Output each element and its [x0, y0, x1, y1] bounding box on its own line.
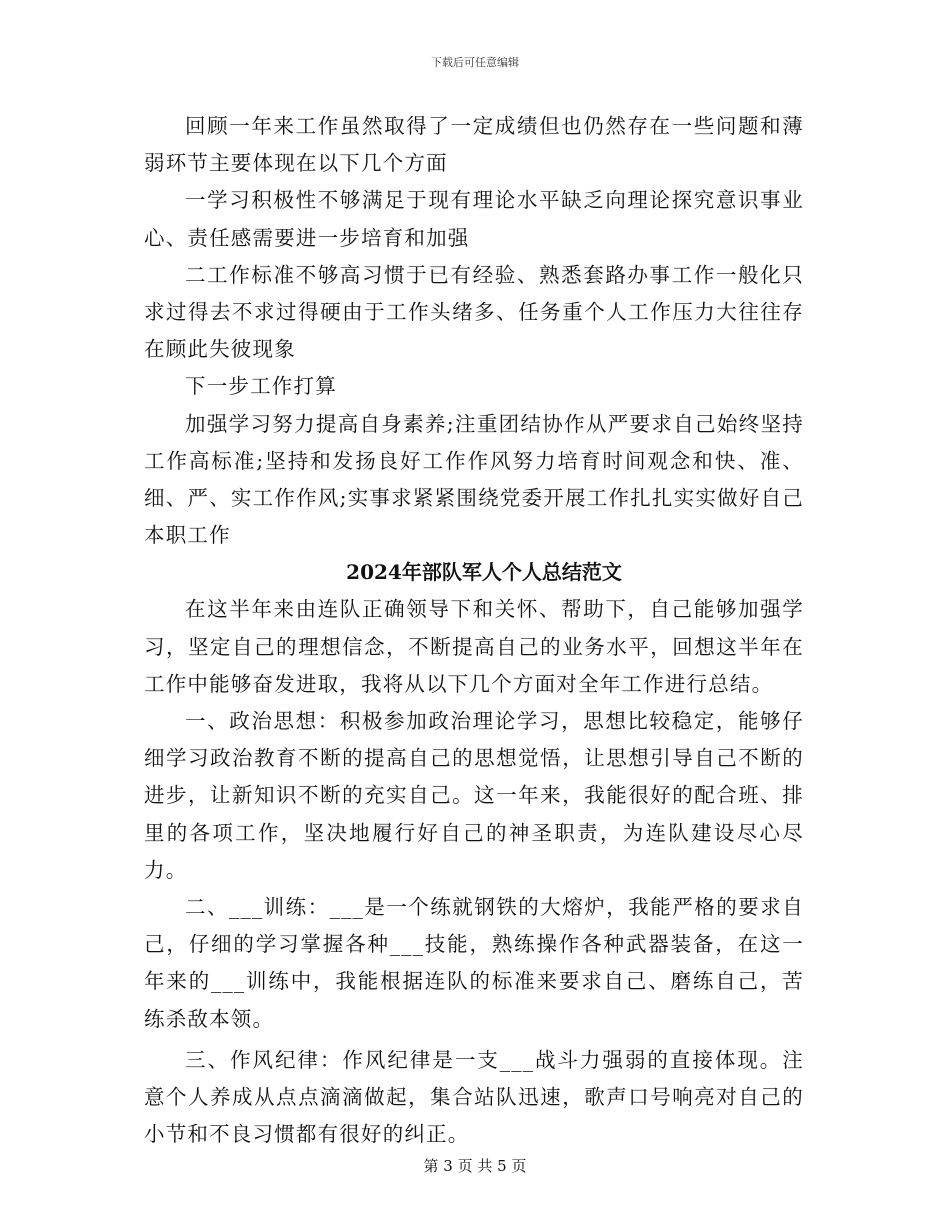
page-header-note: 下载后可任意编辑: [431, 56, 519, 69]
paragraph-issue-two: 二工作标准不够高习惯于已有经验、熟悉套路办事工作一般化只求过得去不求过得硬由于工作头绪多、任务重个人工作压力大往往存在顾此失彼现象: [144, 262, 804, 362]
paragraph-intro: 在这半年来由连队正确领导下和关怀、帮助下，自己能够加强学习，坚定自己的理想信念，不断提高自己的业务水平，回想这半年在工作中能够奋发进取，我将从以下几个方面对全年工作进行总结。: [144, 597, 804, 696]
page-number: 第 3 页 共 5 页: [423, 1157, 527, 1175]
paragraph-next-steps-heading: 下一步工作打算: [185, 374, 337, 399]
document-body: [144, 108, 804, 1153]
paragraph-training: 二、___训练：___是一个练就钢铁的大熔炉，我能严格的要求自己，仔细的学习掌握各种___技能，熟练操作各种武器装备，在这一年来的___训练中，我能根据连队的标准来要求自己、磨练自己，苦练杀敌本领。: [144, 895, 804, 1031]
paragraph-political-thought: 一、政治思想：积极参加政治理论学习，思想比较稳定，能够仔细学习政治教育不断的提高自己的思想觉悟，让思想引导自己不断的进步，让新知识不断的充实自己。这一年来，我能很好的配合班、排里的各项工作，坚决地履行好自己的神圣职责，为连队建设尽心尽力。: [144, 709, 804, 882]
section-title: 2024年部队军人个人总结范文: [346, 560, 622, 585]
paragraph-next-steps: 加强学习努力提高自身素养;注重团结协作从严要求自己始终坚持工作高标准;坚持和发扬良好工作作风努力培育时间观念和快、准、细、严、实工作作风;实事求紧紧围绕党委开展工作扎扎实实做好自己本职工作: [144, 411, 804, 548]
paragraph-review: 回顾一年来工作虽然取得了一定成绩但也仍然存在一些问题和薄弱环节主要体现在以下几个方面: [144, 114, 804, 176]
paragraph-discipline: 三、作风纪律：作风纪律是一支___战斗力强弱的直接体现。注意个人养成从点点滴滴做起，集合站队迅速，歌声口号响亮对自己的小节和不良习惯都有很好的纠正。: [144, 1047, 804, 1147]
paragraph-issue-one: 一学习积极性不够满足于现有理论水平缺乏向理论探究意识事业心、责任感需要进一步培育和加强: [144, 188, 804, 250]
